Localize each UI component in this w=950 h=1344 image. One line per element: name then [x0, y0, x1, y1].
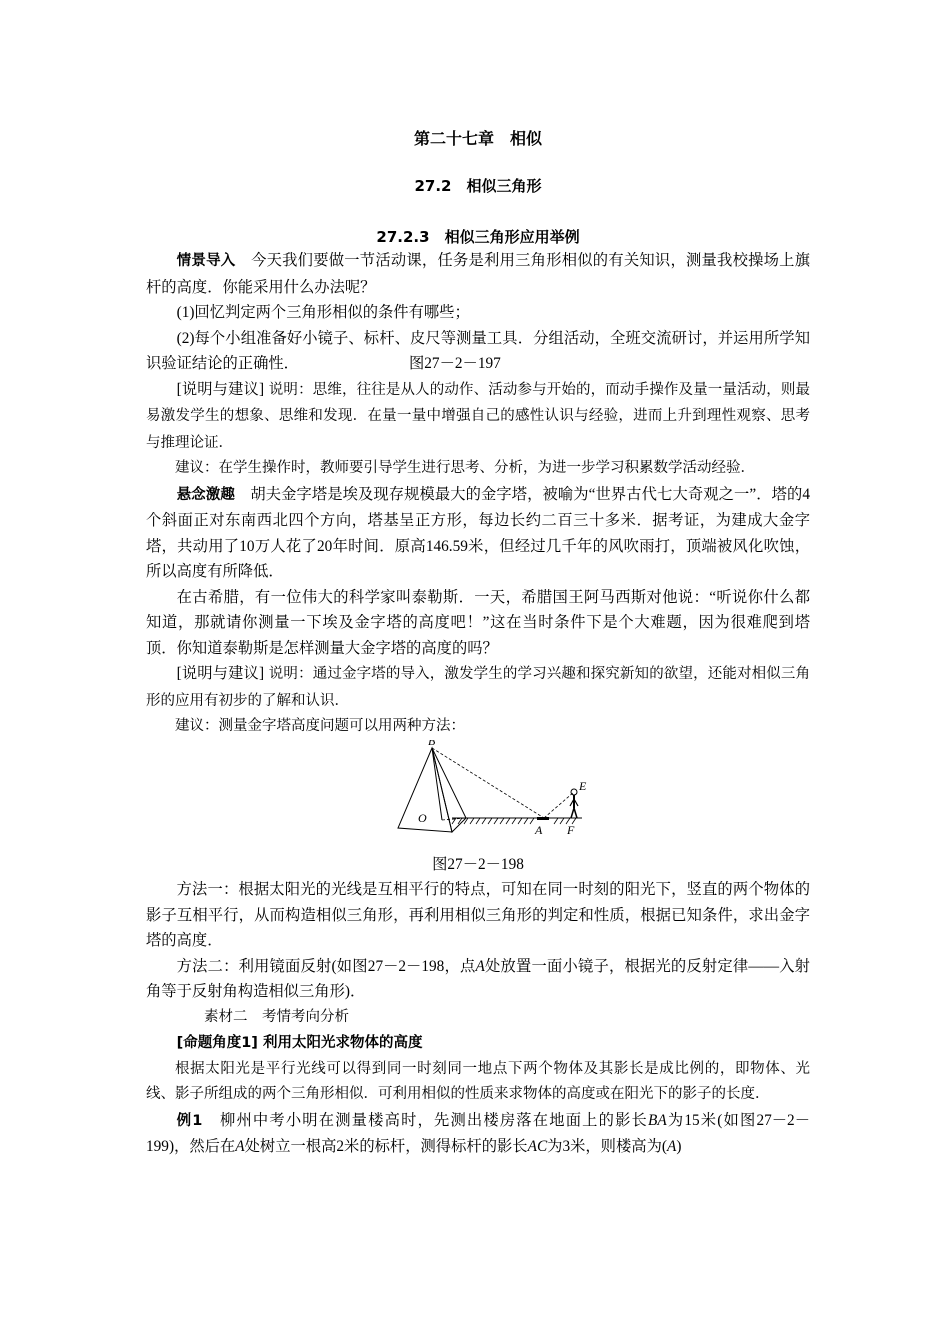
- method2-pre: 方法二：利用镜面反射(如图27－2－198，点: [176, 957, 476, 975]
- note1-suggestion: 建议：在学生操作时，教师要引导学生进行思考、分析，为进一步学习积累数学活动经验．: [175, 460, 755, 476]
- subsection-title: 27.2.3 相似三角形应用举例: [376, 228, 580, 246]
- angle1-heading: [146, 1030, 810, 1057]
- chapter-title: 第二十七章 相似: [413, 129, 542, 148]
- mirror: [537, 817, 549, 820]
- method2-var: A: [475, 957, 485, 975]
- angle1-label: [命题角度1] 利用太阳光求物体的高度: [176, 1035, 423, 1051]
- note1-text: 说明：思维，往往是从人的动作、活动参与开始的，而动手操作及量一量活动，则最易激发学生的想象、思维和发现．在量一量中增强自己的感性认识与经验，进而上升到理性观察、思考与推理论证．: [146, 381, 810, 451]
- method2-paragraph: [146, 954, 810, 1005]
- note2-paragraph: [146, 661, 810, 714]
- figure-ref-197: 图27－2－197: [408, 355, 501, 372]
- angle1-text: 根据太阳光是平行光线可以得到同一时刻同一地点下两个物体及其影长是成比例的，即物体、光线、影子所组成的两个三角形相似．可利用相似的性质来求物体的高度或在阳光下的影子的长度．: [146, 1060, 810, 1102]
- label-O: O: [418, 810, 427, 825]
- note2-suggestion: 建议：测量金字塔高度问题可以用两种方法：: [175, 718, 465, 734]
- intro-question-2-text: (2)每个小组准备好小镜子、标杆、皮尺等测量工具．分组活动，全班交流研讨，并运用所学知识验证结论的正确性．: [146, 329, 810, 372]
- intro-text: 今天我们要做一节活动课，任务是利用三角形相似的有关知识，测量我校操场上旗杆的高度．你能采用什么办法呢？: [146, 252, 810, 296]
- example1-p2: 为15米(如图27－2－199)，然后在: [146, 1111, 810, 1155]
- note2-text: 说明：通过金字塔的导入，激发学生的学习兴趣和探究新知的欲望，还能对相似三角形的应用有初步的了解和认识．: [146, 666, 810, 709]
- example1-p5: ): [676, 1138, 682, 1155]
- example1-p4: 为3米，则楼高为(: [547, 1138, 667, 1155]
- intro-question-2: [146, 326, 810, 377]
- person-leg-left: [571, 808, 574, 818]
- intro-question-1: (1)回忆判定两个三角形相似的条件有哪些；: [176, 304, 470, 321]
- intro-label: 情景导入: [176, 253, 236, 269]
- example1-v1: BA: [648, 1111, 667, 1129]
- figure-caption-198: 图27－2－198: [432, 855, 524, 873]
- label-F: F: [567, 822, 575, 837]
- example1-v2: A: [235, 1138, 245, 1155]
- example1-p3: 处树立一根高2米的标杆，测得标杆的影长: [244, 1138, 528, 1155]
- document-body: [146, 248, 810, 1160]
- label-E: E: [579, 778, 587, 793]
- example1-v4: A: [666, 1138, 677, 1155]
- example1-v3: AC: [527, 1138, 548, 1155]
- method2-post: 处放置一面小镜子，根据光的反射定律——入射角等于反射角构造相似三角形)．: [146, 957, 810, 1000]
- method1-paragraph: 方法一：根据太阳光的光线是互相平行的特点，可知在同一时刻的阳光下，竖直的两个物体的影子互相平行，从而构造相似三角形，再利用相似三角形的判定和性质，根据已知条件，求出金字塔的高度．: [146, 881, 810, 949]
- suspense-label: 悬念激趣: [176, 486, 235, 503]
- label-A: A: [535, 822, 543, 837]
- pyramid-diagram: [146, 740, 810, 852]
- note1-paragraph: [146, 377, 810, 457]
- example1-paragraph: [146, 1108, 810, 1160]
- section-title: 27.2 相似三角形: [414, 177, 542, 195]
- story-paragraph: 在古希腊，有一位伟大的科学家叫泰勒斯．一天，希腊国王阿马西斯对他说：“听说你什么都知道，那就请你测量一下埃及金字塔的高度吧！”这在当时条件下是个大难题，因为很难爬到塔顶．你知道泰勒斯是怎样测量大金字塔的高度的吗？: [146, 588, 810, 657]
- reflected-ray: [544, 792, 574, 818]
- label-B: B: [428, 739, 436, 748]
- note1-label: [说明与建议]: [176, 380, 265, 398]
- pyramid-figure: [146, 740, 810, 852]
- suspense-paragraph: [146, 482, 810, 585]
- material2-heading: 素材二 考情考向分析: [204, 1008, 349, 1025]
- note2-label: [说明与建议]: [176, 665, 265, 682]
- person-leg-right: [574, 808, 577, 818]
- suspense-text: 胡夫金字塔是埃及现存规模最大的金字塔，被喻为“世界古代七大奇观之一”．塔的4个斜面正对东南西北四个方向，塔基呈正方形，每边长约二百三十多米．据考证，为建成大金字塔，共动用了10万人花了20年时间．原高146.59米，但经过几千年的风吹雨打，顶端被风化吹蚀，所以高度有所降低．: [146, 485, 811, 580]
- intro-paragraph: [146, 248, 810, 300]
- example1-p1: 柳州中考小明在测量楼高时，先测出楼房落在地面上的影长: [202, 1111, 649, 1129]
- ground-hatch: [452, 818, 576, 824]
- example1-label: 例1: [176, 1112, 203, 1129]
